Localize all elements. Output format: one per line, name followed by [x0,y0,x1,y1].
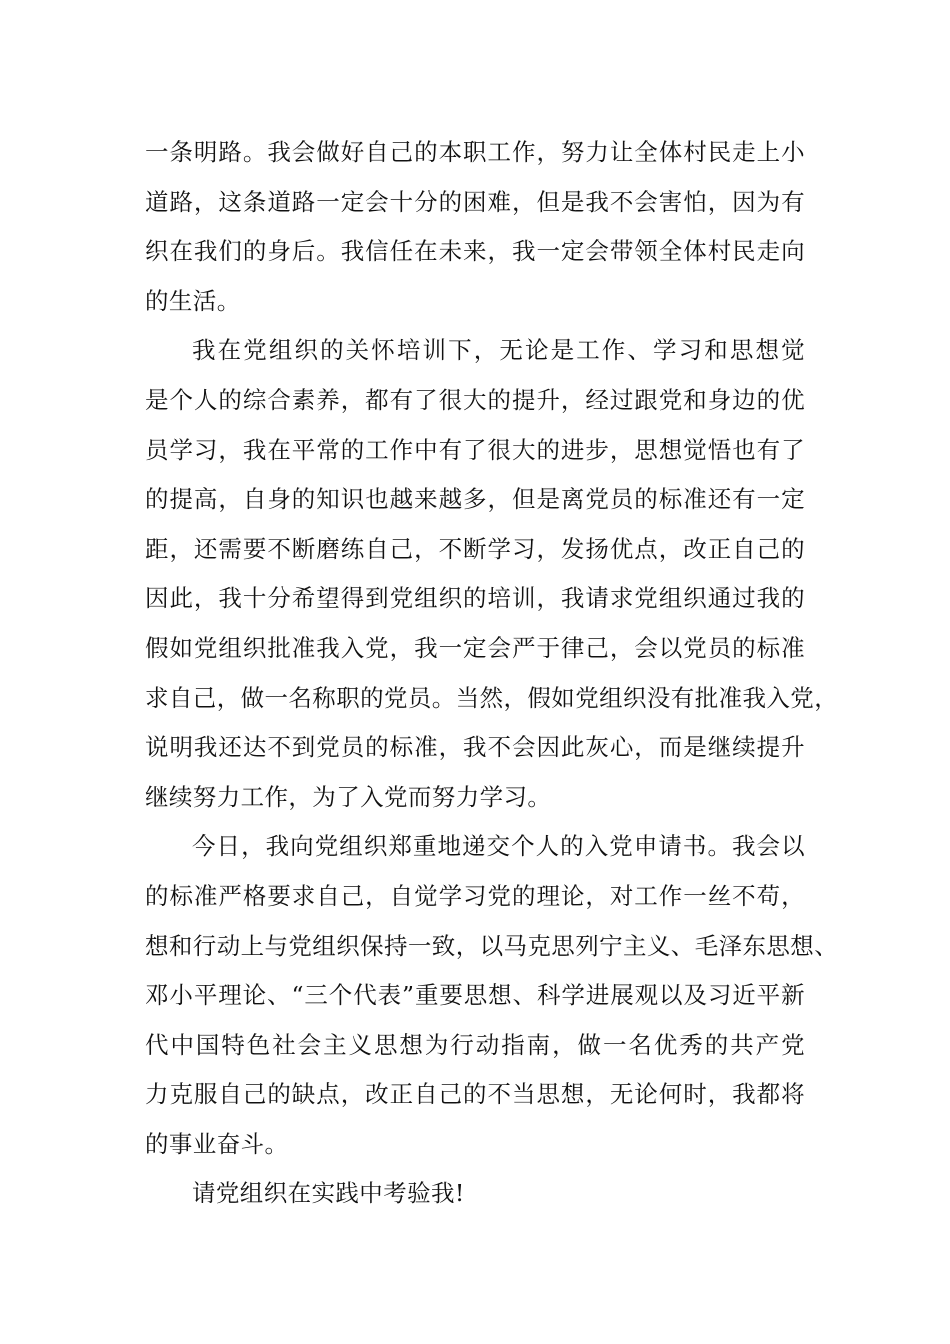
text-line: 力克服自己的缺点，改正自己的不当思想，无论何时，我都将 [145,1080,805,1109]
paragraph-3 [145,822,839,1169]
text-line: 邓小平理论、“三个代表”重要思想、科学进展观以及习近平新 [145,981,805,1010]
text-line: 的提高，自身的知识也越来越多，但是离党员的标准还有一定 [145,485,805,514]
paragraph-4 [145,1169,805,1219]
text-line: 距，还需要不断磨练自己，不断学习，发扬优点，改正自己的 [145,534,805,563]
text-line: 我在党组织的关怀培训下，无论是工作、学习和思想觉 [192,336,805,365]
text-line: 织在我们的身后。我信任在未来，我一定会带领全体村民走向 [145,237,805,266]
text-line: 代中国特色社会主义思想为行动指南，做一名优秀的共产党 [145,1030,805,1059]
text-line: 说明我还达不到党员的标准，我不会因此灰心，而是继续提升 [145,733,805,762]
paragraph-1 [145,128,805,326]
paragraph-2 [145,326,839,822]
text-line: 请党组织在实践中考验我! [192,1179,465,1208]
document-body [145,128,839,1219]
text-line: 今日，我向党组织郑重地递交个人的入党申请书。我会以 [192,832,805,861]
text-line: 的生活。 [145,286,241,315]
text-line: 假如党组织批准我入党，我一定会严于律己，会以党员的标准 [145,633,805,662]
text-line: 道路，这条道路一定会十分的困难，但是我不会害怕，因为有 [145,187,805,216]
text-line: 一条明路。我会做好自己的本职工作，努力让全体村民走上小 [145,138,805,166]
text-line: 求自己，做一名称职的党员。当然，假如党组织没有批准我入党， [145,683,839,712]
text-line: 是个人的综合素养，都有了很大的提升，经过跟党和身边的优 [145,385,805,414]
text-line: 的事业奋斗。 [145,1129,289,1158]
text-line: 的标准严格要求自己，自觉学习党的理论，对工作一丝不苟， [145,881,805,910]
text-line: 因此，我十分希望得到党组织的培训，我请求党组织通过我的 [145,584,805,613]
text-line: 想和行动上与党组织保持一致，以马克思列宁主义、毛泽东思想、 [145,931,839,960]
text-line: 继续努力工作，为了入党而努力学习。 [145,782,552,811]
text-line: 员学习，我在平常的工作中有了很大的进步，思想觉悟也有了 [145,435,805,464]
